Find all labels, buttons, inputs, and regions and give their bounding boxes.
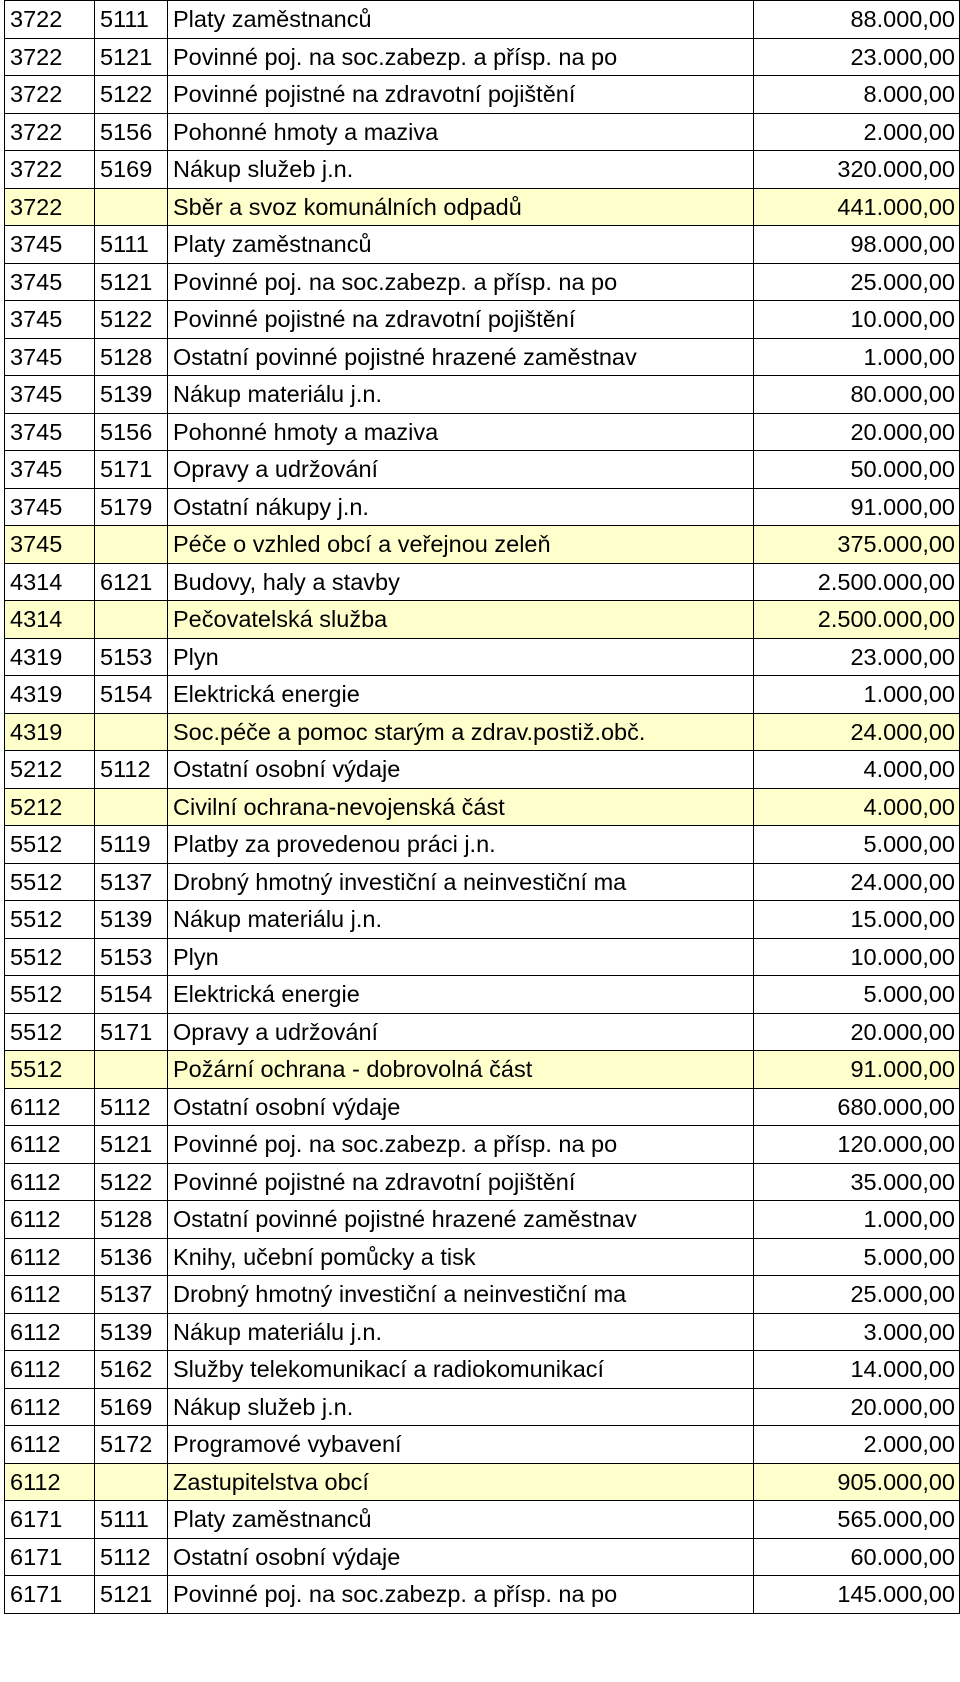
paragraf-cell: 3722 [5, 1, 95, 39]
paragraf-cell: 3745 [5, 376, 95, 414]
description-cell: Opravy a udržování [168, 1013, 754, 1051]
table-row [5, 1088, 960, 1126]
amount-cell: 1.000,00 [754, 1201, 960, 1239]
polozka-cell: 5121 [95, 263, 168, 301]
polozka-cell: 5128 [95, 338, 168, 376]
paragraf-cell: 6171 [5, 1501, 95, 1539]
amount-cell: 441.000,00 [754, 188, 960, 226]
paragraf-cell: 5512 [5, 1051, 95, 1089]
paragraf-cell: 5512 [5, 826, 95, 864]
description-cell: Povinné poj. na soc.zabezp. a přísp. na po [168, 1126, 754, 1164]
amount-cell: 1.000,00 [754, 676, 960, 714]
summary-row [5, 526, 960, 564]
amount-cell: 8.000,00 [754, 76, 960, 114]
paragraf-cell: 3722 [5, 76, 95, 114]
amount-cell: 2.000,00 [754, 1426, 960, 1464]
amount-cell: 24.000,00 [754, 863, 960, 901]
description-cell: Ostatní osobní výdaje [168, 1088, 754, 1126]
description-cell: Nákup služeb j.n. [168, 151, 754, 189]
paragraf-cell: 6112 [5, 1351, 95, 1389]
amount-cell: 14.000,00 [754, 1351, 960, 1389]
polozka-cell [95, 1463, 168, 1501]
polozka-cell: 5112 [95, 751, 168, 789]
description-cell: Ostatní nákupy j.n. [168, 488, 754, 526]
paragraf-cell: 4319 [5, 638, 95, 676]
amount-cell: 91.000,00 [754, 488, 960, 526]
polozka-cell: 5122 [95, 301, 168, 339]
paragraf-cell: 3745 [5, 226, 95, 264]
paragraf-cell: 5512 [5, 863, 95, 901]
description-cell: Pečovatelská služba [168, 601, 754, 639]
table-row [5, 751, 960, 789]
budget-table [4, 0, 960, 1614]
description-cell: Nákup materiálu j.n. [168, 1313, 754, 1351]
description-cell: Plyn [168, 938, 754, 976]
amount-cell: 145.000,00 [754, 1576, 960, 1614]
description-cell: Péče o vzhled obcí a veřejnou zeleň [168, 526, 754, 564]
polozka-cell: 5169 [95, 1388, 168, 1426]
amount-cell: 5.000,00 [754, 826, 960, 864]
amount-cell: 320.000,00 [754, 151, 960, 189]
paragraf-cell: 6112 [5, 1276, 95, 1314]
table-row [5, 1238, 960, 1276]
table-row [5, 151, 960, 189]
polozka-cell: 5137 [95, 1276, 168, 1314]
polozka-cell: 5112 [95, 1538, 168, 1576]
description-cell: Budovy, haly a stavby [168, 563, 754, 601]
amount-cell: 98.000,00 [754, 226, 960, 264]
table-row [5, 1201, 960, 1239]
amount-cell: 50.000,00 [754, 451, 960, 489]
paragraf-cell: 5512 [5, 976, 95, 1014]
table-row [5, 38, 960, 76]
table-row [5, 1313, 960, 1351]
paragraf-cell: 3745 [5, 413, 95, 451]
amount-cell: 25.000,00 [754, 263, 960, 301]
polozka-cell [95, 1051, 168, 1089]
budget-table-body [5, 1, 960, 1614]
amount-cell: 88.000,00 [754, 1, 960, 39]
polozka-cell: 5111 [95, 226, 168, 264]
description-cell: Povinné poj. na soc.zabezp. a přísp. na po [168, 263, 754, 301]
description-cell: Opravy a udržování [168, 451, 754, 489]
polozka-cell: 5156 [95, 113, 168, 151]
amount-cell: 20.000,00 [754, 1013, 960, 1051]
polozka-cell: 5139 [95, 901, 168, 939]
amount-cell: 10.000,00 [754, 938, 960, 976]
polozka-cell: 5136 [95, 1238, 168, 1276]
amount-cell: 23.000,00 [754, 38, 960, 76]
amount-cell: 2.500.000,00 [754, 601, 960, 639]
description-cell: Ostatní povinné pojistné hrazené zaměstnav [168, 1201, 754, 1239]
amount-cell: 10.000,00 [754, 301, 960, 339]
paragraf-cell: 4314 [5, 601, 95, 639]
description-cell: Ostatní osobní výdaje [168, 1538, 754, 1576]
polozka-cell: 5171 [95, 1013, 168, 1051]
amount-cell: 2.500.000,00 [754, 563, 960, 601]
table-row [5, 563, 960, 601]
paragraf-cell: 6112 [5, 1238, 95, 1276]
amount-cell: 375.000,00 [754, 526, 960, 564]
table-row [5, 1426, 960, 1464]
table-row [5, 1276, 960, 1314]
description-cell: Ostatní osobní výdaje [168, 751, 754, 789]
polozka-cell: 5179 [95, 488, 168, 526]
description-cell: Platy zaměstnanců [168, 1501, 754, 1539]
description-cell: Požární ochrana - dobrovolná část [168, 1051, 754, 1089]
table-row [5, 976, 960, 1014]
description-cell: Pohonné hmoty a maziva [168, 113, 754, 151]
summary-row [5, 1463, 960, 1501]
amount-cell: 4.000,00 [754, 788, 960, 826]
paragraf-cell: 3745 [5, 488, 95, 526]
polozka-cell: 5121 [95, 38, 168, 76]
polozka-cell [95, 788, 168, 826]
polozka-cell: 5119 [95, 826, 168, 864]
table-row [5, 938, 960, 976]
amount-cell: 15.000,00 [754, 901, 960, 939]
table-row [5, 1501, 960, 1539]
table-row [5, 676, 960, 714]
amount-cell: 565.000,00 [754, 1501, 960, 1539]
description-cell: Zastupitelstva obcí [168, 1463, 754, 1501]
paragraf-cell: 5512 [5, 901, 95, 939]
polozka-cell: 5171 [95, 451, 168, 489]
polozka-cell: 5122 [95, 76, 168, 114]
description-cell: Elektrická energie [168, 976, 754, 1014]
description-cell: Plyn [168, 638, 754, 676]
polozka-cell [95, 188, 168, 226]
description-cell: Nákup služeb j.n. [168, 1388, 754, 1426]
polozka-cell: 5111 [95, 1501, 168, 1539]
table-row [5, 76, 960, 114]
polozka-cell: 5153 [95, 638, 168, 676]
amount-cell: 5.000,00 [754, 1238, 960, 1276]
summary-row [5, 601, 960, 639]
description-cell: Nákup materiálu j.n. [168, 901, 754, 939]
paragraf-cell: 6112 [5, 1163, 95, 1201]
polozka-cell: 5156 [95, 413, 168, 451]
polozka-cell: 5121 [95, 1576, 168, 1614]
table-row [5, 1538, 960, 1576]
description-cell: Platy zaměstnanců [168, 1, 754, 39]
table-row [5, 1163, 960, 1201]
amount-cell: 23.000,00 [754, 638, 960, 676]
paragraf-cell: 3722 [5, 38, 95, 76]
polozka-cell: 5122 [95, 1163, 168, 1201]
table-row [5, 826, 960, 864]
table-row [5, 1126, 960, 1164]
polozka-cell [95, 526, 168, 564]
description-cell: Služby telekomunikací a radiokomunikací [168, 1351, 754, 1389]
description-cell: Platby za provedenou práci j.n. [168, 826, 754, 864]
amount-cell: 24.000,00 [754, 713, 960, 751]
table-row [5, 376, 960, 414]
amount-cell: 20.000,00 [754, 1388, 960, 1426]
paragraf-cell: 6112 [5, 1201, 95, 1239]
description-cell: Soc.péče a pomoc starým a zdrav.postiž.obč. [168, 713, 754, 751]
paragraf-cell: 5512 [5, 938, 95, 976]
paragraf-cell: 3722 [5, 151, 95, 189]
paragraf-cell: 3722 [5, 113, 95, 151]
polozka-cell: 5153 [95, 938, 168, 976]
description-cell: Civilní ochrana-nevojenská část [168, 788, 754, 826]
paragraf-cell: 3745 [5, 451, 95, 489]
amount-cell: 2.000,00 [754, 113, 960, 151]
paragraf-cell: 5212 [5, 788, 95, 826]
amount-cell: 120.000,00 [754, 1126, 960, 1164]
polozka-cell: 5154 [95, 976, 168, 1014]
table-row [5, 338, 960, 376]
amount-cell: 4.000,00 [754, 751, 960, 789]
paragraf-cell: 6112 [5, 1313, 95, 1351]
table-row [5, 488, 960, 526]
amount-cell: 680.000,00 [754, 1088, 960, 1126]
table-row [5, 638, 960, 676]
table-row [5, 1013, 960, 1051]
amount-cell: 91.000,00 [754, 1051, 960, 1089]
summary-row [5, 1051, 960, 1089]
amount-cell: 25.000,00 [754, 1276, 960, 1314]
table-row [5, 863, 960, 901]
paragraf-cell: 6171 [5, 1576, 95, 1614]
table-row [5, 1576, 960, 1614]
amount-cell: 5.000,00 [754, 976, 960, 1014]
table-row [5, 1, 960, 39]
description-cell: Drobný hmotný investiční a neinvestiční ma [168, 863, 754, 901]
paragraf-cell: 6112 [5, 1463, 95, 1501]
table-row [5, 1351, 960, 1389]
table-row [5, 413, 960, 451]
paragraf-cell: 6112 [5, 1126, 95, 1164]
table-row [5, 1388, 960, 1426]
paragraf-cell: 6112 [5, 1426, 95, 1464]
polozka-cell: 5121 [95, 1126, 168, 1164]
description-cell: Platy zaměstnanců [168, 226, 754, 264]
amount-cell: 905.000,00 [754, 1463, 960, 1501]
description-cell: Programové vybavení [168, 1426, 754, 1464]
paragraf-cell: 4319 [5, 676, 95, 714]
description-cell: Nákup materiálu j.n. [168, 376, 754, 414]
description-cell: Ostatní povinné pojistné hrazené zaměstnav [168, 338, 754, 376]
polozka-cell: 6121 [95, 563, 168, 601]
description-cell: Sběr a svoz komunálních odpadů [168, 188, 754, 226]
paragraf-cell: 5512 [5, 1013, 95, 1051]
description-cell: Povinné pojistné na zdravotní pojištění [168, 76, 754, 114]
amount-cell: 80.000,00 [754, 376, 960, 414]
polozka-cell: 5162 [95, 1351, 168, 1389]
polozka-cell: 5111 [95, 1, 168, 39]
polozka-cell: 5137 [95, 863, 168, 901]
table-row [5, 451, 960, 489]
table-row [5, 901, 960, 939]
paragraf-cell: 4319 [5, 713, 95, 751]
polozka-cell: 5112 [95, 1088, 168, 1126]
table-row [5, 226, 960, 264]
description-cell: Povinné poj. na soc.zabezp. a přísp. na po [168, 1576, 754, 1614]
amount-cell: 35.000,00 [754, 1163, 960, 1201]
polozka-cell: 5169 [95, 151, 168, 189]
amount-cell: 1.000,00 [754, 338, 960, 376]
description-cell: Povinné pojistné na zdravotní pojištění [168, 1163, 754, 1201]
summary-row [5, 188, 960, 226]
paragraf-cell: 6171 [5, 1538, 95, 1576]
description-cell: Povinné pojistné na zdravotní pojištění [168, 301, 754, 339]
description-cell: Povinné poj. na soc.zabezp. a přísp. na po [168, 38, 754, 76]
paragraf-cell: 6112 [5, 1088, 95, 1126]
polozka-cell [95, 713, 168, 751]
amount-cell: 60.000,00 [754, 1538, 960, 1576]
description-cell: Pohonné hmoty a maziva [168, 413, 754, 451]
paragraf-cell: 3722 [5, 188, 95, 226]
polozka-cell: 5139 [95, 376, 168, 414]
table-row [5, 113, 960, 151]
table-row [5, 263, 960, 301]
paragraf-cell: 3745 [5, 301, 95, 339]
paragraf-cell: 3745 [5, 263, 95, 301]
paragraf-cell: 4314 [5, 563, 95, 601]
polozka-cell: 5128 [95, 1201, 168, 1239]
description-cell: Elektrická energie [168, 676, 754, 714]
amount-cell: 20.000,00 [754, 413, 960, 451]
polozka-cell [95, 601, 168, 639]
paragraf-cell: 5212 [5, 751, 95, 789]
description-cell: Drobný hmotný investiční a neinvestiční ma [168, 1276, 754, 1314]
summary-row [5, 713, 960, 751]
description-cell: Knihy, učební pomůcky a tisk [168, 1238, 754, 1276]
paragraf-cell: 6112 [5, 1388, 95, 1426]
polozka-cell: 5154 [95, 676, 168, 714]
paragraf-cell: 3745 [5, 526, 95, 564]
paragraf-cell: 3745 [5, 338, 95, 376]
table-row [5, 301, 960, 339]
summary-row [5, 788, 960, 826]
polozka-cell: 5172 [95, 1426, 168, 1464]
amount-cell: 3.000,00 [754, 1313, 960, 1351]
polozka-cell: 5139 [95, 1313, 168, 1351]
